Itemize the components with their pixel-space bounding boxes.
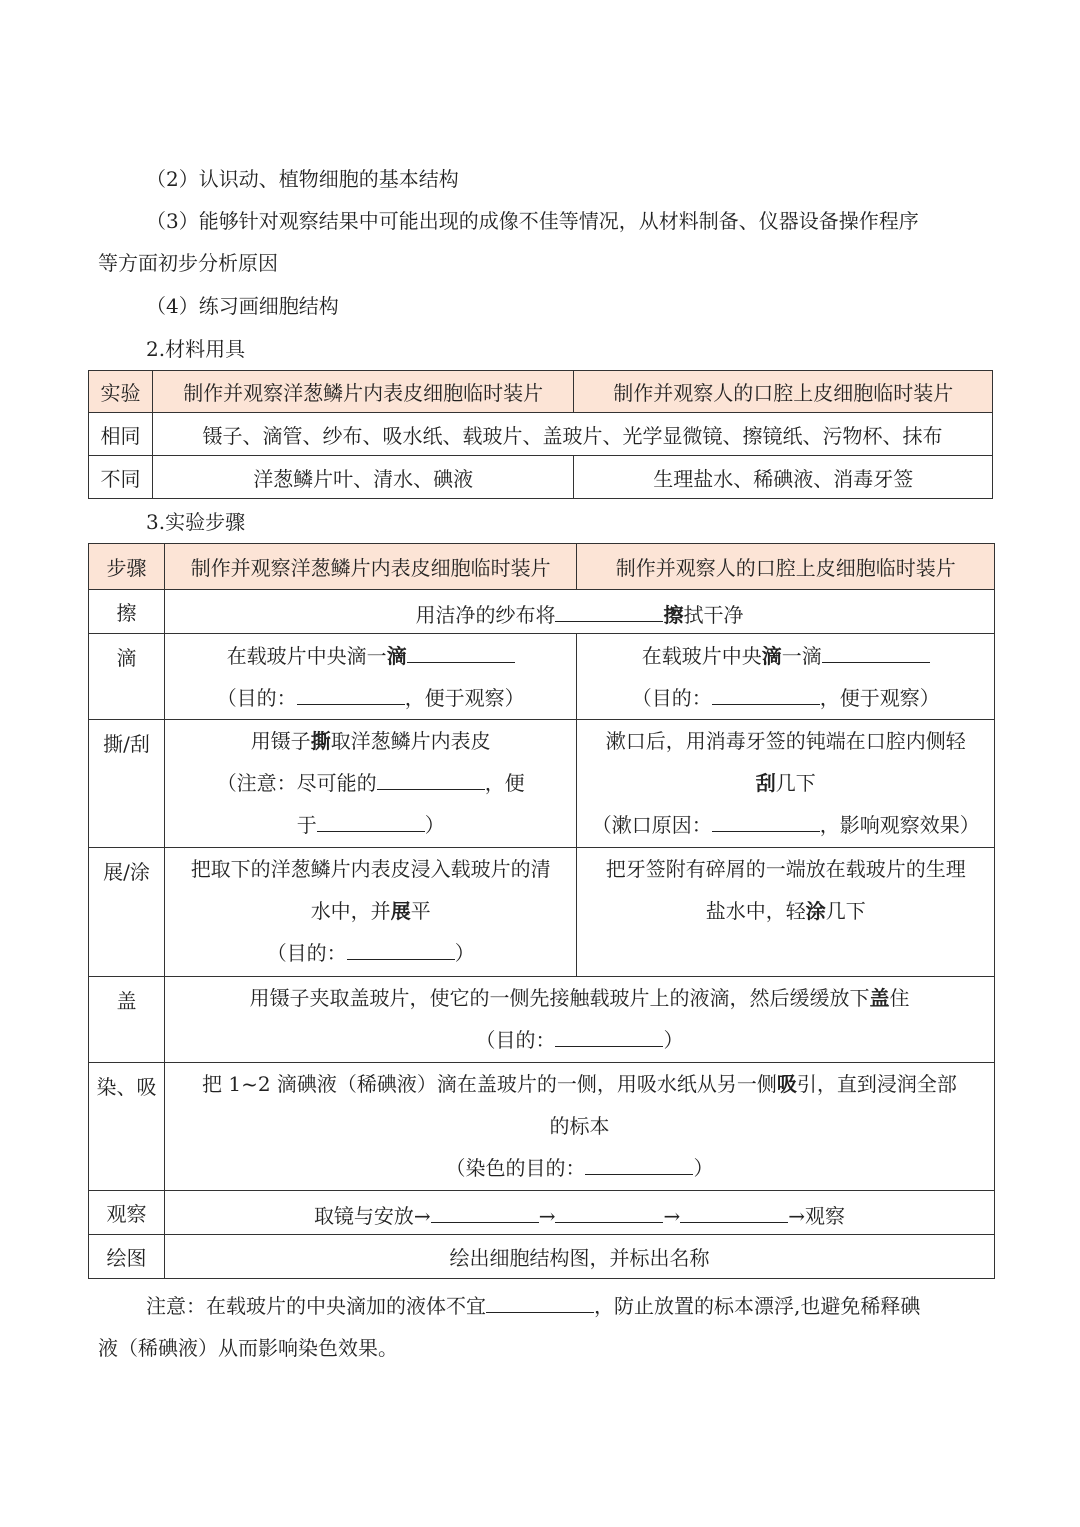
step-drop-purpose: ，便于观察） bbox=[404, 685, 525, 710]
step-drop-keyword: 滴 bbox=[386, 643, 407, 668]
materials-table bbox=[88, 370, 993, 499]
step-wipe-text: 用洁净的纱布将 bbox=[415, 603, 556, 627]
step-spread-text: 水中，并 bbox=[310, 899, 391, 923]
step-tear-onion bbox=[164, 720, 577, 848]
table-row bbox=[89, 1235, 995, 1279]
step-rinse-note: ，影响观察效果） bbox=[819, 813, 980, 837]
step-tear-keyword: 撕 bbox=[310, 729, 331, 753]
step-wipe-keyword: 擦 bbox=[663, 603, 684, 627]
steps-col-step: 步骤 bbox=[89, 544, 165, 590]
step-tear-text: 用镊子 bbox=[250, 729, 311, 753]
step-drop-text: 在载玻片中央滴一 bbox=[226, 643, 387, 668]
step-drop-label: 滴 bbox=[89, 634, 165, 720]
step-stain-text: 引，直到浸润全部 bbox=[796, 1072, 957, 1096]
step-spread-text: 平 bbox=[410, 899, 431, 923]
fill-blank[interactable] bbox=[712, 678, 820, 705]
note-text: 注意：在载玻片的中央滴加的液体不宜 bbox=[146, 1294, 486, 1318]
table-row bbox=[89, 456, 993, 499]
table-row bbox=[89, 1063, 995, 1191]
table-row bbox=[89, 590, 995, 634]
step-drop-text: 一滴 bbox=[781, 643, 822, 668]
fill-blank[interactable] bbox=[680, 1196, 788, 1223]
materials-same-items: 镊子、滴管、纱布、吸水纸、载玻片、盖玻片、光学显微镜、擦镜纸、污物杯、抹布 bbox=[152, 413, 992, 456]
materials-same-label: 相同 bbox=[89, 413, 153, 456]
step-stain-keyword: 吸 bbox=[776, 1072, 797, 1096]
step-scrape-cheek bbox=[577, 720, 995, 848]
step-wipe-content bbox=[164, 590, 994, 634]
fill-blank[interactable] bbox=[431, 1196, 539, 1223]
step-drop-cheek bbox=[577, 634, 995, 720]
fill-blank[interactable] bbox=[347, 933, 455, 960]
fill-blank[interactable] bbox=[297, 678, 405, 705]
fill-blank[interactable] bbox=[822, 636, 930, 663]
step-drop-purpose: ，便于观察） bbox=[819, 685, 940, 710]
step-stain-purpose: （染色的目的： bbox=[445, 1156, 586, 1180]
step-cover-purpose: （目的： bbox=[475, 1028, 556, 1052]
steps-heading: 3.实验步骤 bbox=[146, 510, 246, 534]
fill-blank[interactable] bbox=[377, 763, 485, 790]
step-observe-content bbox=[164, 1191, 994, 1235]
fill-blank[interactable] bbox=[486, 1286, 594, 1313]
step-observe-label: 观察 bbox=[89, 1191, 165, 1235]
step-tear-note: （注意：尽可能的 bbox=[216, 771, 377, 795]
step-cover-content bbox=[164, 977, 994, 1063]
step-tear-note: 于 bbox=[296, 813, 317, 837]
materials-col-label: 实验 bbox=[89, 371, 153, 413]
arrow-icon: → bbox=[663, 1204, 681, 1228]
objective-4: （4）练习画细胞结构 bbox=[146, 294, 339, 318]
materials-col-cheek: 制作并观察人的口腔上皮细胞临时装片 bbox=[574, 371, 993, 413]
objective-3-line1: （3）能够针对观察结果中可能出现的成像不佳等情况，从材料制备、仪器设备操作程序 bbox=[146, 209, 919, 233]
step-tear-note: ） bbox=[424, 813, 445, 837]
step-smear-text: 盐水中，轻 bbox=[705, 899, 806, 923]
step-tear-label: 撕/刮 bbox=[89, 720, 165, 848]
step-smear-text: 把牙签附有碎屑的一端放在载玻片的生理 bbox=[605, 857, 966, 881]
step-stain-label: 染、吸 bbox=[89, 1063, 165, 1191]
materials-col-onion: 制作并观察洋葱鳞片内表皮细胞临时装片 bbox=[152, 371, 574, 413]
step-tear-note: ，便 bbox=[484, 771, 525, 795]
note-line2: 液（稀碘液）从而影响染色效果。 bbox=[98, 1336, 398, 1360]
step-spread-label: 展/涂 bbox=[89, 848, 165, 977]
step-drop-keyword: 滴 bbox=[761, 643, 782, 668]
step-spread-text: 把取下的洋葱鳞片内表皮浸入载玻片的清 bbox=[190, 857, 551, 881]
materials-heading: 2.材料用具 bbox=[146, 337, 246, 361]
step-draw-content: 绘出细胞结构图，并标出名称 bbox=[164, 1235, 994, 1279]
fill-blank[interactable] bbox=[712, 805, 820, 832]
step-scrape-keyword: 刮 bbox=[755, 771, 776, 795]
step-rinse-note: （漱口原因： bbox=[591, 813, 712, 837]
step-spread-purpose: ） bbox=[454, 941, 475, 965]
step-stain-content bbox=[164, 1063, 994, 1191]
table-row bbox=[89, 371, 993, 413]
fill-blank[interactable] bbox=[317, 805, 425, 832]
step-cover-keyword: 盖 bbox=[869, 986, 890, 1010]
step-wipe-text: 拭干净 bbox=[683, 603, 744, 627]
step-stain-text: 的标本 bbox=[549, 1114, 610, 1138]
table-row bbox=[89, 1191, 995, 1235]
objective-2: （2）认识动、植物细胞的基本结构 bbox=[146, 167, 459, 191]
step-scrape-text: 几下 bbox=[775, 771, 816, 795]
step-drop-purpose: （目的： bbox=[216, 685, 297, 710]
step-cover-text: 用镊子夹取盖玻片，使它的一侧先接触载玻片上的液滴，然后缓缓放下 bbox=[249, 986, 870, 1010]
note-text: ，防止放置的标本漂浮,也避免稀释碘 bbox=[594, 1294, 921, 1318]
fill-blank[interactable] bbox=[555, 1196, 663, 1223]
step-spread-onion bbox=[164, 848, 577, 977]
materials-diff-cheek: 生理盐水、稀碘液、消毒牙签 bbox=[574, 456, 993, 499]
step-smear-keyword: 涂 bbox=[805, 899, 826, 923]
step-drop-text: 在载玻片中央 bbox=[641, 643, 762, 668]
steps-table bbox=[88, 543, 995, 1279]
fill-blank[interactable] bbox=[585, 1148, 693, 1175]
note-line1 bbox=[98, 1285, 988, 1327]
steps-col-cheek: 制作并观察人的口腔上皮细胞临时装片 bbox=[577, 544, 995, 590]
arrow-icon: → bbox=[538, 1204, 556, 1228]
step-draw-label: 绘图 bbox=[89, 1235, 165, 1279]
step-observe-text: →观察 bbox=[788, 1204, 845, 1228]
step-cover-purpose: ） bbox=[663, 1028, 684, 1052]
table-row bbox=[89, 977, 995, 1063]
steps-col-onion: 制作并观察洋葱鳞片内表皮细胞临时装片 bbox=[164, 544, 577, 590]
step-stain-purpose: ） bbox=[693, 1156, 714, 1180]
step-cover-label: 盖 bbox=[89, 977, 165, 1063]
table-row bbox=[89, 544, 995, 590]
fill-blank[interactable] bbox=[407, 636, 515, 663]
step-stain-text: 把 1~2 滴碘液（稀碘液）滴在盖玻片的一侧，用吸水纸从另一侧 bbox=[202, 1072, 777, 1096]
step-smear-text: 几下 bbox=[825, 899, 866, 923]
step-tear-text: 取洋葱鳞片内表皮 bbox=[330, 729, 491, 753]
materials-diff-onion: 洋葱鳞片叶、清水、碘液 bbox=[152, 456, 574, 499]
step-drop-purpose: （目的： bbox=[631, 685, 712, 710]
fill-blank[interactable] bbox=[555, 595, 663, 622]
step-observe-text: 取镜与安放→ bbox=[313, 1204, 431, 1228]
table-row bbox=[89, 634, 995, 720]
step-drop-onion bbox=[164, 634, 577, 720]
step-smear-cheek bbox=[577, 848, 995, 977]
step-spread-purpose: （目的： bbox=[266, 941, 347, 965]
objective-3-line2: 等方面初步分析原因 bbox=[98, 251, 278, 275]
step-scrape-text: 漱口后，用消毒牙签的钝端在口腔内侧轻 bbox=[605, 729, 966, 753]
fill-blank[interactable] bbox=[555, 1020, 663, 1047]
step-spread-keyword: 展 bbox=[390, 899, 411, 923]
table-row bbox=[89, 413, 993, 456]
table-row bbox=[89, 848, 995, 977]
step-cover-text: 住 bbox=[889, 986, 910, 1010]
materials-diff-label: 不同 bbox=[89, 456, 153, 499]
step-wipe-label: 擦 bbox=[89, 590, 165, 634]
table-row bbox=[89, 720, 995, 848]
